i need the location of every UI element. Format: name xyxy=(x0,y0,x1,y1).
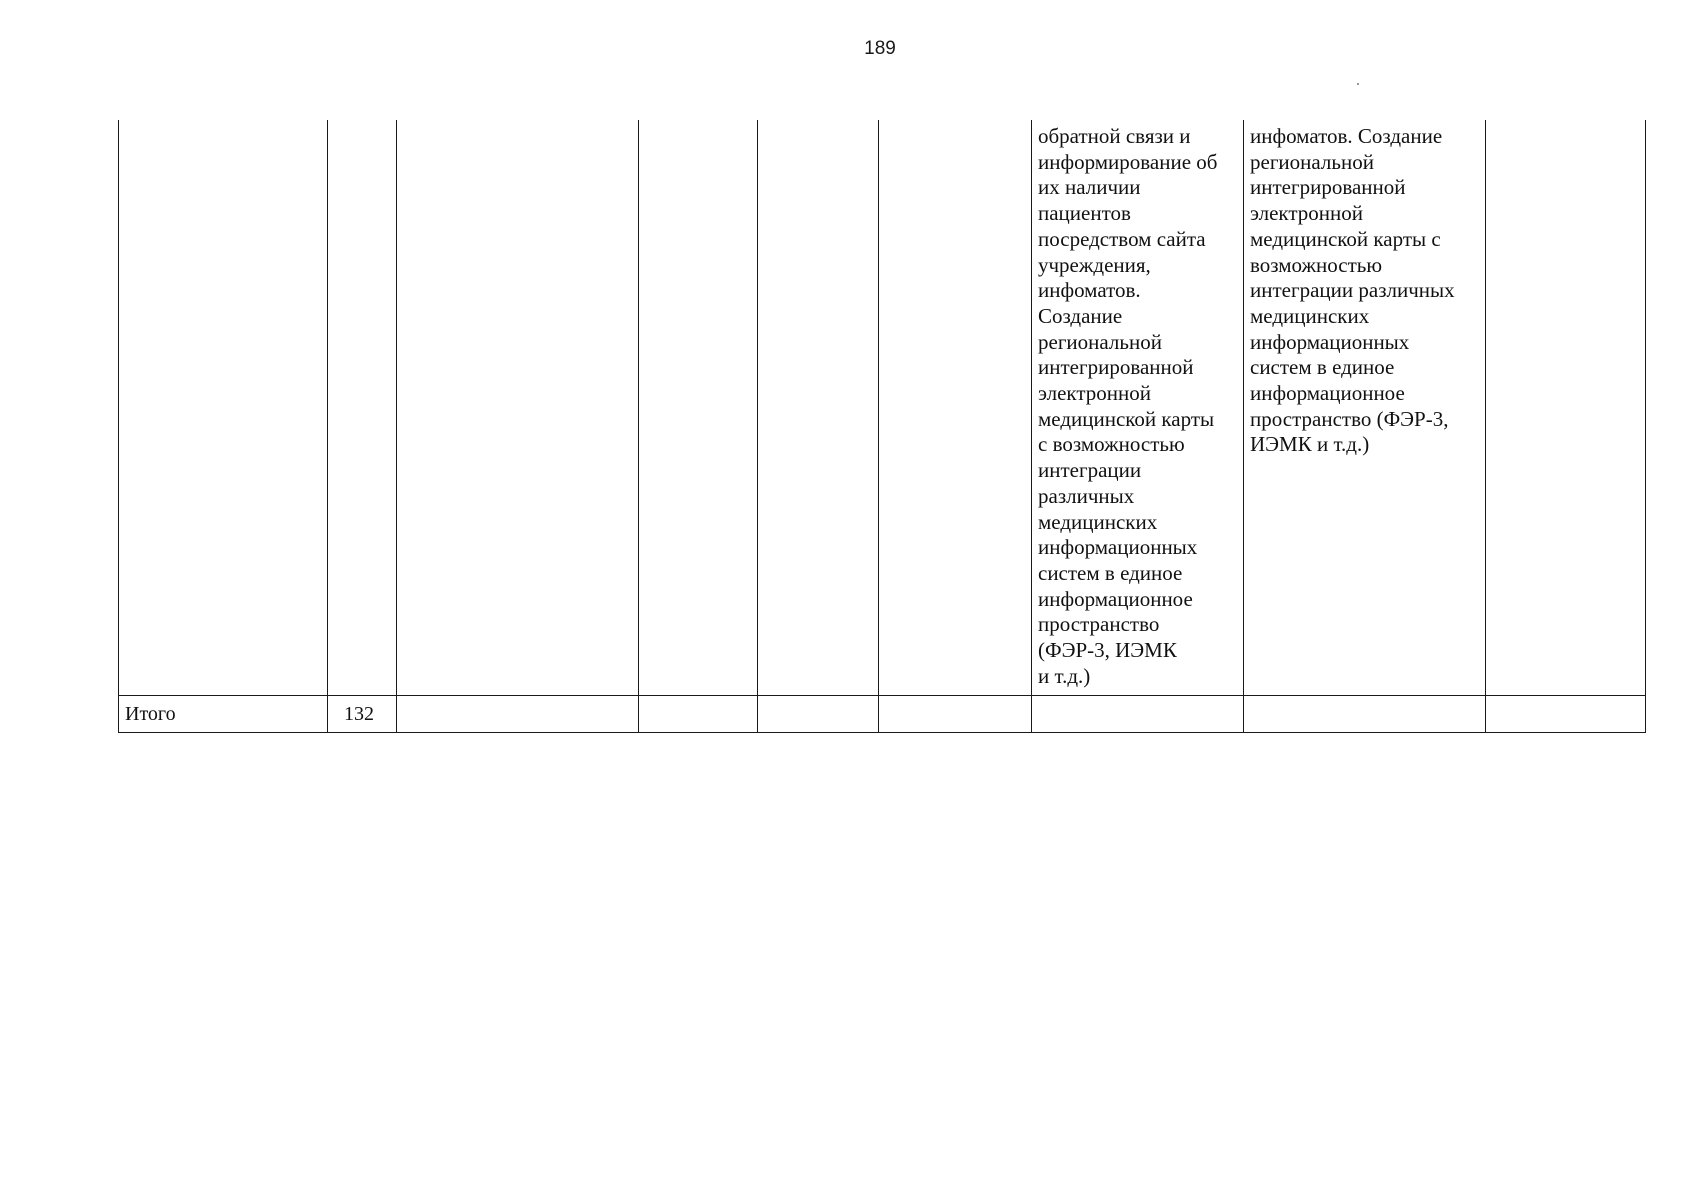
table-cell-measures xyxy=(1032,120,1244,696)
table-cell-empty xyxy=(1486,696,1646,733)
measures-text: обратной связи и информирование об их наличии пациентов посредством сайта учреждения, инфоматов. Создание региональной интегрированной электронной медицинской карты с возможностью интеграции различных медицинских информационных систем в единое информационное пространство (ФЭР-3, ИЭМК и т.д.) xyxy=(1038,124,1218,688)
total-value: 132 xyxy=(344,702,374,725)
table-cell-empty xyxy=(1244,696,1486,733)
table-cell-empty xyxy=(328,120,397,696)
total-value-cell xyxy=(328,696,397,733)
table-cell-empty xyxy=(397,696,639,733)
table-cell-empty xyxy=(758,120,879,696)
page-number: 189 xyxy=(864,38,896,59)
table-cell-empty xyxy=(119,120,328,696)
table-cell-results xyxy=(1244,120,1486,696)
table-cell-empty xyxy=(639,120,758,696)
table-cell-empty xyxy=(879,696,1032,733)
table-cell-empty xyxy=(758,696,879,733)
scan-speck xyxy=(1357,83,1359,85)
table-cell-empty xyxy=(639,696,758,733)
table-row-continued xyxy=(119,120,1646,696)
table-cell-empty xyxy=(1486,120,1646,696)
table-cell-empty xyxy=(1032,696,1244,733)
total-label-cell xyxy=(119,696,328,733)
table-cell-empty xyxy=(879,120,1032,696)
document-table xyxy=(118,120,1646,733)
results-text: инфоматов. Создание региональной интегрированной электронной медицинской карты с возможностью интеграции различных медицинских информационных систем в единое информационное пространство (ФЭР-3, ИЭМК и т.д.) xyxy=(1250,124,1455,457)
table-row-total xyxy=(119,696,1646,733)
table-cell-empty xyxy=(397,120,639,696)
total-label: Итого xyxy=(125,702,176,725)
